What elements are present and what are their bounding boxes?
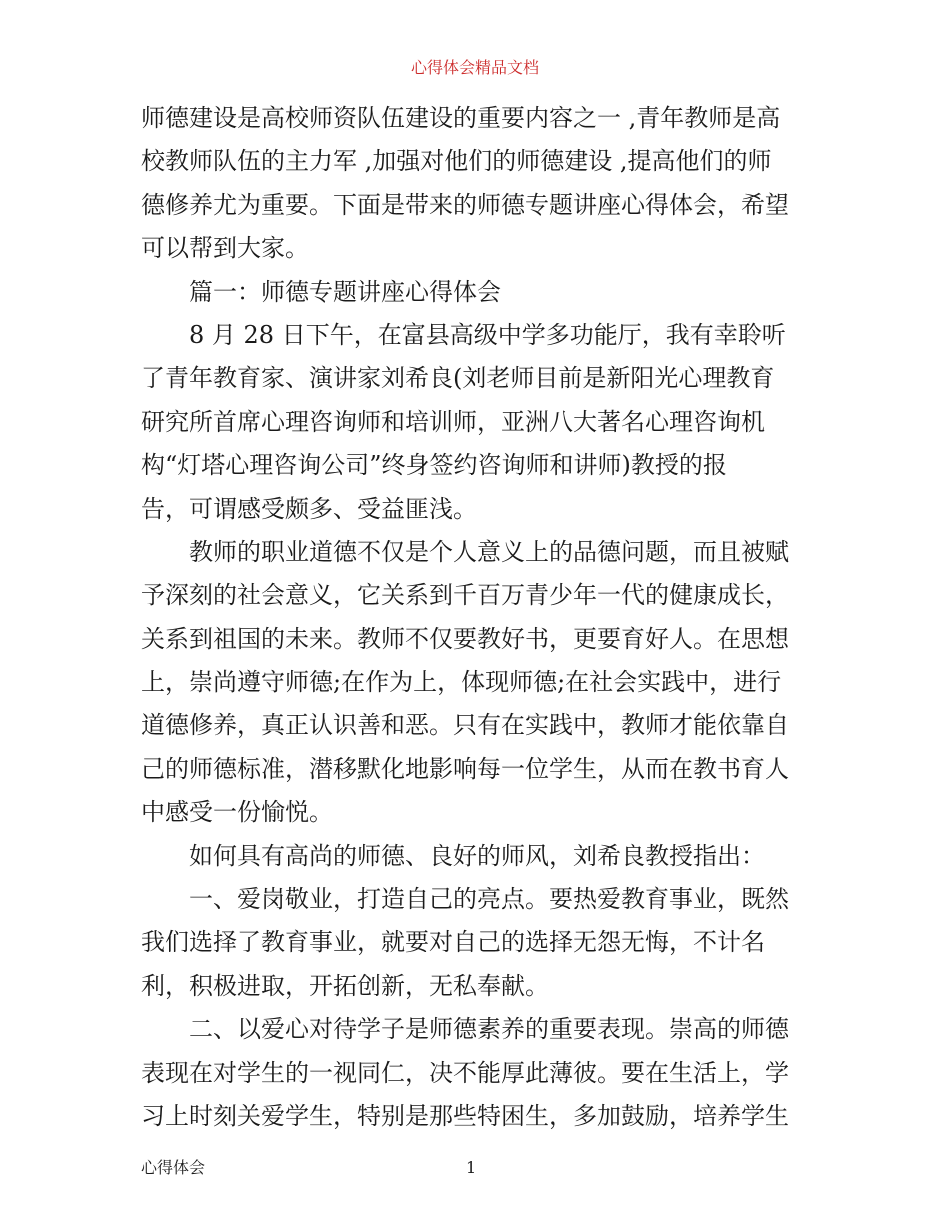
text-line: 己的师德标准，潜移默化地影响每一位学生，从而在教书育人 <box>141 754 789 783</box>
text-line: 了青年教育家、演讲家刘希良(刘老师目前是新阳光心理教育 <box>141 364 775 393</box>
document-body <box>141 97 813 1138</box>
page-header-title: 心得体会精品文档 <box>410 58 539 77</box>
page-number: 1 <box>466 1158 477 1177</box>
footer-label: 心得体会 <box>141 1158 206 1177</box>
text-line: 上，崇尚遵守师德;在作为上，体现师德;在社会实践中，进行 <box>141 668 782 697</box>
text-line: 予深刻的社会意义，它关系到千百万青少年一代的健康成长， <box>141 581 789 610</box>
text-line: 告，可谓感受颇多、受益匪浅。 <box>141 494 477 523</box>
text-line: 我们选择了教育事业，就要对自己的选择无怨无悔，不计名 <box>141 928 765 957</box>
text-line: 如何具有高尚的师德、良好的师风，刘希良教授指出： <box>189 841 765 870</box>
text-line: 可以帮到大家。 <box>141 234 309 263</box>
text-line: 表现在对学生的一视同仁，决不能厚此薄彼。要在生活上，学 <box>141 1058 789 1087</box>
text-line: 道德修养，真正认识善和恶。只有在实践中，教师才能依靠自 <box>141 711 789 740</box>
section-heading: 篇一：师德专题讲座心得体会 <box>189 277 501 306</box>
text-line: 中感受一份愉悦。 <box>141 798 333 827</box>
text-line: 关系到祖国的未来。教师不仅要教好书，更要育好人。在思想 <box>141 624 789 653</box>
text-line: 研究所首席心理咨询师和培训师，亚洲八大著名心理咨询机 <box>141 407 765 436</box>
text-line: 8 月 28 日下午，在富县高级中学多功能厅，我有幸聆听 <box>189 320 786 349</box>
text-line: 一、爱岗敬业，打造自己的亮点。要热爱教育事业，既然 <box>189 885 789 914</box>
text-line: 构“灯塔心理咨询公司”终身签约咨询师和讲师)教授的报 <box>141 451 727 480</box>
text-line: 教师的职业道德不仅是个人意义上的品德问题，而且被赋 <box>189 537 789 566</box>
text-line: 校教师队伍的主力军 ,加强对他们的师德建设 ,提高他们的师 <box>141 147 772 176</box>
text-line: 师德建设是高校师资队伍建设的重要内容之一 ,青年教师是高 <box>141 104 781 132</box>
text-line: 习上时刻关爱学生，特别是那些特困生，多加鼓励，培养学生 <box>141 1101 789 1130</box>
text-line: 利，积极进取，开拓创新，无私奉献。 <box>141 971 549 1000</box>
text-line: 二、以爱心对待学子是师德素养的重要表现。崇高的师德 <box>189 1015 789 1044</box>
text-line: 德修养尤为重要。下面是带来的师德专题讲座心得体会，希望 <box>141 190 789 219</box>
